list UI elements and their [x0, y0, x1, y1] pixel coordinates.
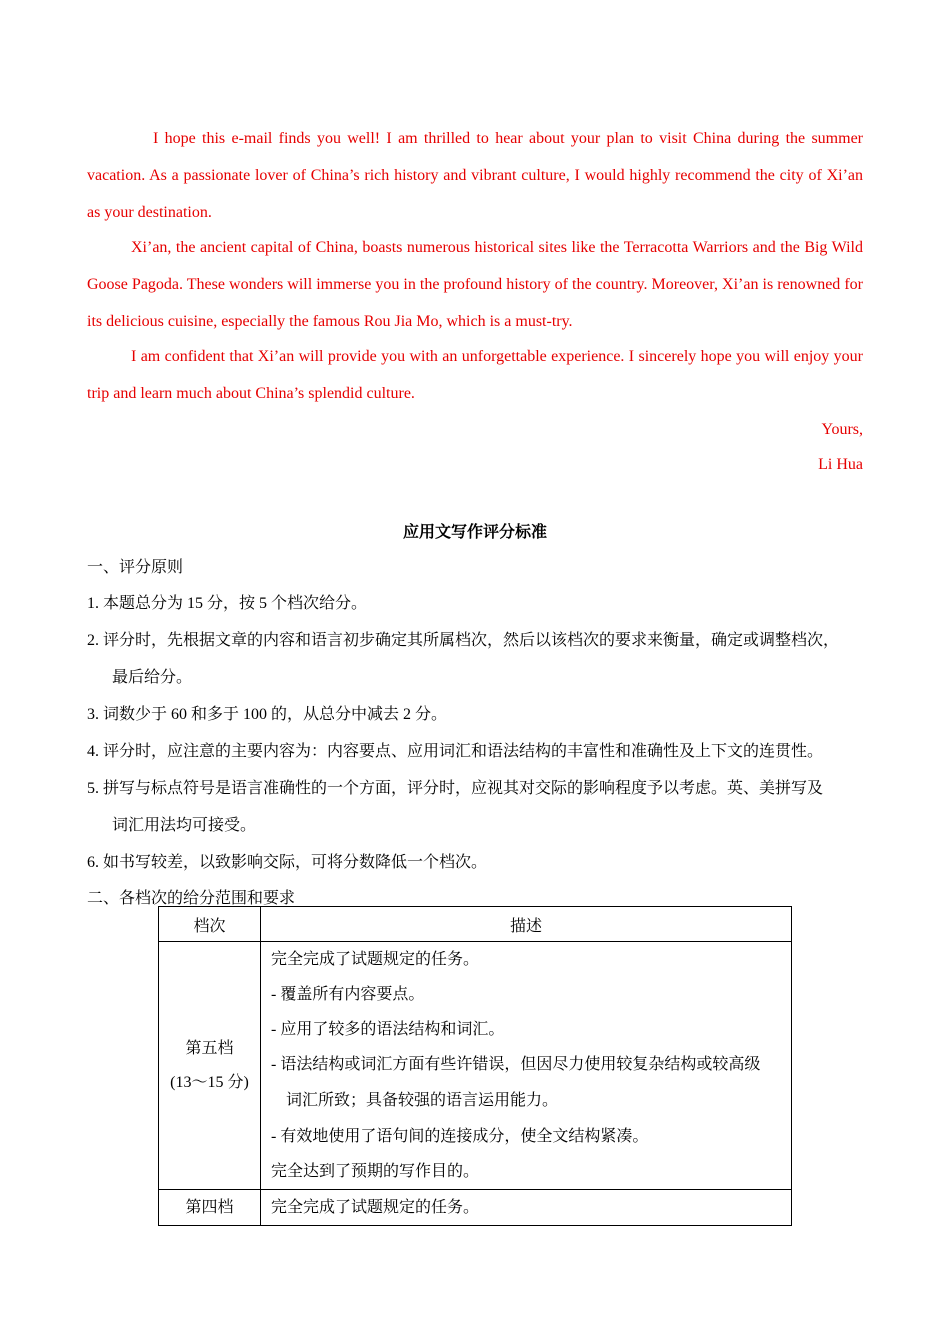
table-header-row [159, 907, 792, 942]
header-description: 描述 [261, 907, 792, 942]
tier-cell [159, 1190, 261, 1226]
table-row [159, 1190, 792, 1226]
header-tier: 档次 [159, 907, 261, 942]
letter-body [87, 120, 863, 482]
description-line: 词汇所致；具备较强的语言运用能力。 [286, 1092, 559, 1109]
tier-cell [159, 942, 261, 1190]
description-line: 完全完成了试题规定的任务。 [271, 951, 480, 968]
grading-table [158, 906, 792, 1226]
principle-item: 2. 评分时，先根据文章的内容和语言初步确定其所属档次，然后以该档次的要求来衡量，确定或调整档次， 最后给分。 [87, 632, 840, 686]
tier-name: 第五档 [185, 1039, 234, 1057]
section-heading-grades: 二、各档次的给分范围和要求 [87, 890, 296, 907]
tier-name: 第四档 [185, 1198, 234, 1216]
letter-paragraph-3: I am confident that Xi’an will provide you with an unforgettable experience. I sincerely hope you will enjoy your trip and learn much about China’s splendid culture. [87, 348, 863, 402]
principle-item: 1. 本题总分为 15 分，按 5 个档次给分。 [87, 595, 368, 612]
letter-paragraph-2: Xi’an, the ancient capital of China, boasts numerous historical sites like the Terracotta Warriors and the Big Wild Goose Pagoda. These wonders will immerse you in the profound history of the country. Moreover, Xi’an is renowned for its delicious cuisine, especially the famous Rou Jia Mo, which is a must-try. [87, 239, 863, 330]
description-cell [261, 942, 792, 1190]
principle-item: 4. 评分时，应注意的主要内容为：内容要点、应用词汇和语法结构的丰富性和准确性及上下文的连贯性。 [87, 743, 824, 760]
description-line: - 覆盖所有内容要点。 [271, 986, 425, 1003]
description-cell [261, 1190, 792, 1226]
letter-signature: Li Hua [818, 456, 863, 473]
principle-item: 6. 如书写较差，以致影响交际，可将分数降低一个档次。 [87, 854, 488, 871]
description-line: - 语法结构或词汇方面有些许错误，但因尽力使用较复杂结构或较高级 [271, 1056, 761, 1073]
description-line: 完全完成了试题规定的任务。 [271, 1199, 480, 1216]
table-row [159, 942, 792, 1190]
letter-paragraph-1: I hope this e-mail finds you well! I am thrilled to hear about your plan to visit China during the summer vacation. As a passionate lover of China’s rich history and vibrant culture, I would highly recommend the city of Xi’an as your destination. [87, 130, 863, 221]
rubric-section [87, 515, 877, 916]
principle-item: 3. 词数少于 60 和多于 100 的，从总分中减去 2 分。 [87, 706, 448, 723]
principle-item: 5. 拼写与标点符号是语言准确性的一个方面，评分时，应视其对交际的影响程度予以考虑。英、美拼写及 词汇用法均可接受。 [87, 780, 824, 834]
description-line: 完全达到了预期的写作目的。 [271, 1163, 480, 1180]
description-line: - 有效地使用了语句间的连接成分，使全文结构紧凑。 [271, 1128, 649, 1145]
letter-closing: Yours, [821, 421, 863, 438]
section-heading-principles: 一、评分原则 [87, 559, 184, 576]
rubric-title: 应用文写作评分标准 [402, 524, 547, 541]
description-line: - 应用了较多的语法结构和词汇。 [271, 1021, 505, 1038]
tier-range: (13～15 分) [170, 1073, 249, 1091]
